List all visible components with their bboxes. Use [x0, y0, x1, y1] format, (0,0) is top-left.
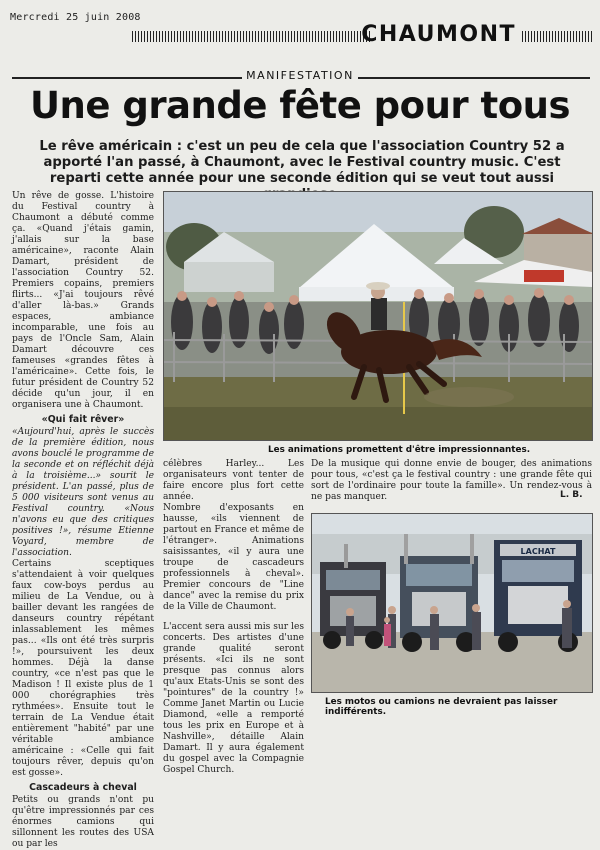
section-label: [0, 69, 600, 82]
city-heading: CHAUMONT: [361, 22, 516, 47]
headline: Une grande fête pour tous: [29, 84, 571, 127]
paragraph: De la musique qui donne envie de bouger, des animations pour tous, «c'est ça le festival country : une grande fête qui sort de l'ordinaire pour toute la famille». Un rendez-vous à ne pas manquer.: [311, 459, 592, 502]
bottom-photo-caption: Les motos ou camions ne devraient pas laisser indifférents.: [325, 697, 558, 717]
rodeo-photo: [163, 191, 593, 441]
header-rule-left: [132, 31, 370, 42]
truck-grille-text: LACHAT: [520, 547, 556, 556]
paragraph: Nombre d'exposants en hausse, «ils viennent de partout en France et même de l'étranger». Animations saisissantes, «il y aura une troupe de cascadeurs professionnels à cheval». Premier concours de "Line dance" avec la remise du prix de la Ville de Chaumont.: [163, 503, 304, 612]
lede-paragraph: Le rêve américain : c'est un peu de cela que l'association Country 52 a apporté l'an passé, à Chaumont, avec le Festival country music. C'est reparti cette année pour une seconde édition qui se veut tout aussi: [39, 139, 565, 186]
trucks-photo: [311, 513, 593, 693]
header-rule-right: [522, 31, 592, 42]
trucks-photo-image: [312, 514, 592, 692]
paragraph: «Aujourd'hui, après le succès de la première édition, nous avons bouclé le programme de la seconde et on réfléchit déjà à la troisième...» sourit le président. L'an passé, plus de 5 000 visiteurs sont venus au Festival country. «Nous n'avons eu que des critiques positives !», résume Etienne Voyard, membre de l'association.: [12, 427, 155, 558]
article-column-1: [12, 191, 154, 850]
issue-date: Mercredi 25 juin 2008: [10, 12, 141, 23]
rodeo-photo-image: [164, 192, 592, 440]
paragraph: Un rêve de gosse. L'histoire du Festival country à Chaumont a débuté comme ça. «Quand j'étais gamin, j'allais sur la base américaine», raconte Alain Damart, président de l'association Country 52. Premiers copains, premiers flirts... «J'ai toujours rêvé d'aller là-bas.» Grands espaces, ambiance incomparable, une fois au pays de l'Oncle Sam, Alain Damart découvre ces fameuses «grandes fêtes à l'américaine». Cette fois, le futur président de Country 52 décide qu'un jour, il en organisera une à Chaumont.: [12, 191, 154, 410]
subheading: «Qui fait rêver»: [41, 414, 125, 425]
subheading: Cascadeurs à cheval: [29, 782, 137, 793]
author-signature: L. B.: [560, 490, 583, 500]
article-column-2: [163, 459, 304, 776]
paragraph: Petits ou grands n'ont pu qu'être impressionnés par ces énormes camions qui sillonnent les routes des USA ou par les: [12, 795, 154, 849]
paragraph: Certains sceptiques s'attendaient à voir quelques faux cow-boys perdus au milieu de La Vendue, ou à bailler devant les rangées de danseurs country répétant inlassablement les mêmes pas... «Ils ont été très surpris !», poursuivent les deux hommes. Déjà la danse country, «ce n'est pas que le Madison ! Il existe plus de 1 000 chorégraphies très rythmées». Ensuite tout le terrain de La Vendue était entièrement "habité" par une véritable ambiance américaine : «Celle qui fait toujours rêver, depuis qu'on est gosse».: [12, 559, 154, 778]
section-label-text: MANIFESTATION: [242, 69, 358, 82]
article-column-3: [311, 459, 592, 503]
paragraph: L'accent sera aussi mis sur les concerts. Des artistes d'une grande qualité seront présents. «Ici ils ne sont presque pas connus alors qu'aux Etats-Unis se sont des "pointures" de la country !» Comme Janet Martin ou Lucie Diamond, «elle a remporté tous les prix en Europe et à Nashville», détaille Alain Damart. Il y aura également du gospel avec la Compagnie Gospel Church.: [163, 622, 304, 775]
paragraph: célèbres Harley... Les organisateurs vont tenter de faire encore plus fort cette année.: [163, 459, 304, 502]
top-photo-caption: Les animations promettent d'être impressionnantes.: [268, 445, 531, 455]
